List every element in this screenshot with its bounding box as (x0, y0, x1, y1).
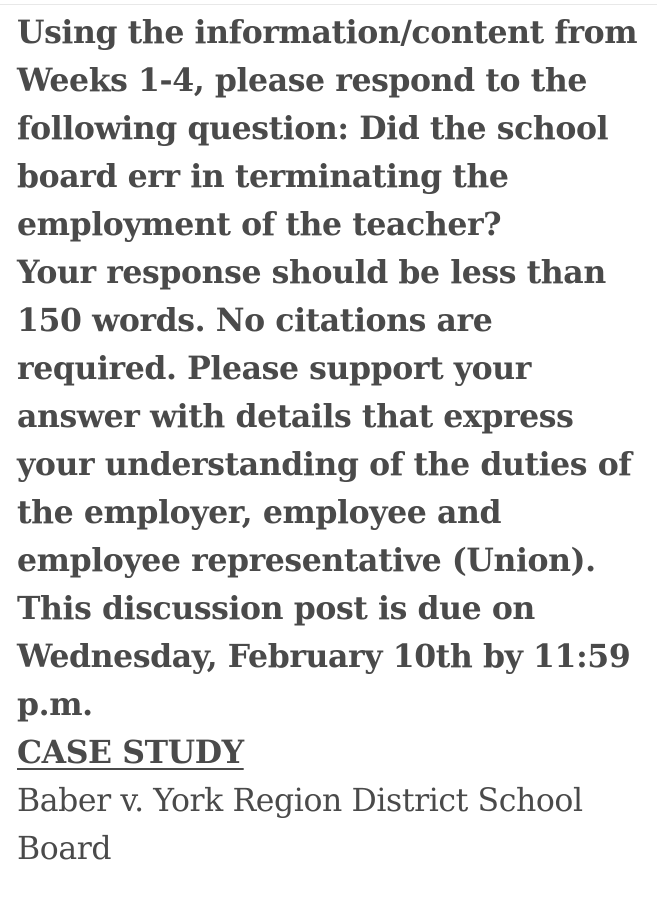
discussion-question: Using the information/content from Weeks 1-4, please respond to the following question: Did the school board err in terminating the employment of the teacher? (17, 14, 638, 243)
top-divider (0, 4, 657, 5)
due-date-notice: This discussion post is due on Wednesday, February 10th by 11:59 p.m. (17, 590, 631, 723)
case-study-heading: CASE STUDY (17, 734, 244, 771)
discussion-post-body (17, 9, 649, 873)
response-requirements: Your response should be less than 150 words. No citations are required. Please support your answer with details that express your understanding of the duties of the employer, employee and employee representative (Union). (17, 254, 632, 579)
case-study-title: Baber v. York Region District School Board (17, 783, 583, 867)
